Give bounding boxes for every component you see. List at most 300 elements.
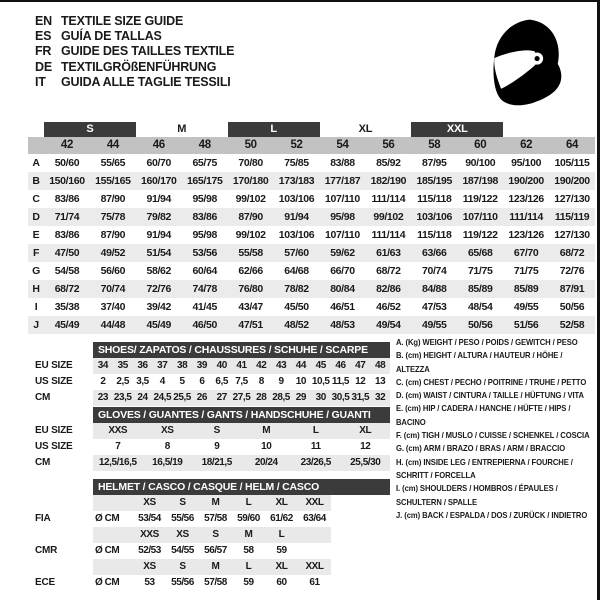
measure-cell: 71/75 (467, 265, 493, 277)
size-header-cell: 64 (565, 139, 579, 151)
measure-cell: 84/88 (422, 283, 447, 295)
helmet-size-cells (93, 559, 331, 575)
row-label (28, 527, 93, 543)
value-cell: 55/56 (171, 513, 194, 524)
measure-cell: 83/86 (192, 211, 217, 223)
measure-cell: 68/72 (559, 247, 585, 259)
measure-cell: 47/50 (54, 247, 80, 259)
value-cell: 61/62 (270, 513, 293, 524)
value-cell: 10 (295, 376, 306, 387)
size-group-xxl: XXL (411, 122, 503, 137)
legend-item: D. (cm) WAIST / CINTURA / TAILLE / HÜFTUNG / VITA (396, 390, 584, 401)
size-group-m: M (177, 123, 187, 135)
measure-cell: 105/115 (554, 157, 590, 169)
measure-cell: 50/56 (467, 319, 493, 331)
size-header-cell: 52 (290, 139, 303, 151)
legend-item: F. (cm) TIGH / MUSLO / CUISSE / SCHENKEL / COSCIA (396, 430, 590, 441)
value-cell: 7,5 (235, 376, 248, 387)
value-cell: 45 (315, 360, 326, 371)
measure-row-f (28, 244, 595, 262)
helmet-icon (486, 12, 568, 108)
measure-cell: 39/42 (146, 301, 172, 313)
measure-cell: 35/38 (54, 301, 80, 313)
size-label-cell: XL (275, 561, 288, 572)
measure-cell: 70/74 (422, 265, 447, 277)
gloves-cells (93, 455, 390, 471)
legend-item: G. (cm) ARM / BRAZO / BRAS / ARM / BRACCIO (396, 443, 566, 454)
measure-cell: 50/60 (54, 157, 80, 169)
measure-cell: 170/180 (232, 175, 269, 187)
value-cell: 32 (374, 392, 386, 403)
measure-cell: 76/80 (238, 283, 263, 295)
size-header-cell: 58 (428, 139, 441, 151)
measure-cell: 127/130 (554, 229, 590, 241)
textile-size-table (28, 122, 595, 334)
value-cell: 9 (214, 441, 220, 452)
value-cell: S (213, 425, 220, 436)
measure-cell: 71/74 (54, 211, 80, 223)
measure-cell: 182/190 (370, 175, 407, 187)
measure-cell: 60/64 (192, 265, 217, 277)
value-cell: 20/24 (254, 457, 278, 468)
size-header-cell: 54 (336, 139, 349, 151)
value-cell: 24,5 (153, 392, 172, 403)
gloves-cells (93, 423, 390, 439)
measure-cell: 99/102 (235, 229, 266, 241)
size-group-row (28, 122, 595, 137)
helmet-value-cells (93, 575, 331, 591)
row-letter: H (32, 283, 40, 295)
measure-cell: 190/200 (554, 175, 590, 187)
measure-cell: 54/58 (54, 265, 80, 277)
measure-cell: 190/200 (508, 175, 544, 187)
measure-cell: 47/51 (238, 319, 263, 331)
value-cell: 56/57 (204, 545, 227, 556)
value-cell (298, 543, 331, 559)
measure-cell: 43/47 (238, 301, 263, 313)
size-label-cell: S (179, 497, 186, 508)
size-label-cell: M (211, 561, 220, 572)
helmet-value-row-fia (28, 511, 390, 527)
helmet-title-bar: HELMET / CASCO / CASQUE / HELM / CASCO (93, 479, 390, 495)
measure-cell: 87/91 (559, 283, 585, 295)
measure-cell: 63/66 (422, 247, 447, 259)
value-cell: 38 (176, 360, 188, 371)
value-cell: 11 (310, 441, 321, 452)
measure-cell: 155/165 (95, 175, 131, 187)
measure-cell: 123/126 (508, 229, 544, 241)
measure-cell: 46/52 (376, 301, 401, 313)
value-cell: 28,5 (272, 392, 290, 403)
shoes-table (28, 342, 390, 406)
measure-cell: 119/122 (462, 229, 498, 241)
measure-cell: 185/195 (416, 175, 453, 187)
measure-cell: 61/63 (376, 247, 401, 259)
value-cell: 59 (276, 545, 287, 556)
measure-cell: 80/84 (330, 283, 355, 295)
measure-cell: 52/58 (559, 319, 585, 331)
helmet-size-cells (93, 527, 331, 543)
size-label-cell: S (179, 561, 186, 572)
size-label-cell: L (278, 529, 285, 540)
size-header-cell: 42 (60, 139, 73, 151)
value-cell: 44 (295, 360, 306, 371)
value-cell: 48 (374, 360, 386, 371)
legend-item: J. (cm) BACK / ESPALDA / DOS / ZURÜCK / INDIETRO (396, 509, 588, 520)
measure-cell: 87/90 (100, 193, 126, 205)
value-cell: 57/58 (204, 513, 227, 524)
measure-cell: 59/62 (330, 247, 355, 259)
value-cell: M (262, 425, 271, 436)
helmet-value-cells (93, 511, 331, 527)
measure-cell: 49/55 (422, 319, 447, 331)
measure-cell: 60/70 (146, 157, 172, 169)
value-cell: 2 (100, 376, 106, 387)
measure-cell: 71/75 (513, 265, 539, 277)
size-label-cell: XL (275, 497, 288, 508)
measure-cell: 44/48 (100, 319, 126, 331)
measure-cell: 49/52 (100, 247, 126, 259)
size-table-body (28, 154, 595, 334)
measure-cell: 75/85 (284, 157, 309, 169)
value-cell: 55/56 (171, 577, 194, 588)
value-cell: 24 (137, 392, 148, 403)
legend-item: C. (cm) CHEST / PECHO / POITRINE / TRUHE / PETTO (396, 376, 587, 387)
measure-cell: 47/53 (422, 301, 447, 313)
value-cell: 13 (374, 376, 386, 387)
measure-cell: 119/122 (462, 193, 498, 205)
size-label-cell: XXL (305, 497, 324, 508)
measure-cell: 95/98 (192, 229, 217, 241)
value-cell: 52/53 (138, 545, 161, 556)
value-cell: 9 (278, 376, 284, 387)
row-label: EU SIZE (35, 425, 73, 436)
measure-cell: 123/126 (508, 193, 544, 205)
measure-cell: 83/86 (54, 229, 80, 241)
standard-label: ECE (35, 577, 55, 588)
measure-cell: 187/198 (462, 175, 498, 187)
measure-cell: 72/76 (559, 265, 585, 277)
measure-cell: 50/56 (559, 301, 585, 313)
value-cell: 25,5 (173, 392, 191, 403)
value-cell: 27 (216, 392, 227, 403)
value-cell: 28 (256, 392, 267, 403)
measure-row-b (28, 172, 595, 190)
measure-cell: 127/130 (554, 193, 590, 205)
measure-cell: 70/74 (100, 283, 126, 295)
helmet-size-row-fia (28, 495, 390, 511)
measure-cell: 111/114 (371, 229, 406, 241)
value-cell: 63/64 (303, 513, 326, 524)
language-code: DE (35, 59, 52, 74)
size-label-cell: S (212, 529, 219, 540)
size-header-cell: 62 (520, 139, 533, 151)
measure-cell: 45/50 (284, 301, 309, 313)
value-cell: 53/54 (138, 513, 161, 524)
size-header-cell: 56 (382, 139, 395, 151)
measure-cell: 85/89 (467, 283, 493, 295)
value-cell: 57/58 (204, 577, 227, 588)
value-cell: 23/26,5 (300, 457, 331, 468)
standard-label: FIA (35, 513, 51, 524)
row-label: US SIZE (35, 376, 73, 387)
value-cell: 60 (276, 577, 287, 588)
measure-row-d (28, 208, 595, 226)
standard-label: CMR (35, 545, 58, 556)
measure-cell: 45/49 (54, 319, 80, 331)
legend-item: A. (Kg) WEIGHT / PESO / POIDS / GEWITCH / PESO (396, 337, 578, 347)
measure-cell: 91/94 (284, 211, 309, 223)
helmet-size-table (28, 479, 390, 591)
row-label (28, 495, 93, 511)
value-cell: 59/60 (237, 513, 260, 524)
diameter-spacer (93, 527, 133, 543)
measure-row-g (28, 262, 595, 280)
language-row (35, 14, 234, 29)
measure-cell: 95/98 (330, 211, 355, 223)
measure-cell: 51/54 (146, 247, 172, 259)
measure-cell: 107/110 (462, 211, 498, 223)
size-label-cell: XXL (305, 561, 324, 572)
language-code: EN (35, 14, 52, 28)
value-cell: 35 (117, 360, 128, 371)
helmet-value-cells (93, 543, 331, 559)
measure-cell: 49/54 (376, 319, 401, 331)
measure-cell: 83/88 (330, 157, 355, 169)
guide-title: GUIDA ALLE TAGLIE TESSILI (61, 74, 231, 89)
measure-cell: 103/106 (278, 193, 315, 205)
measure-cell: 87/95 (422, 157, 447, 169)
measure-cell: 111/114 (509, 211, 543, 223)
shoes-cells (93, 390, 390, 406)
size-label-cell: XS (143, 561, 156, 572)
value-cell: 36 (137, 360, 148, 371)
measure-cell: 95/98 (192, 193, 217, 205)
measure-cell: 72/76 (146, 283, 172, 295)
measure-cell: 70/80 (238, 157, 263, 169)
size-group-spacer (503, 122, 549, 137)
helmet-value-row-ece (28, 575, 390, 591)
helmet-value-row-cmr (28, 543, 390, 559)
measure-cell: 85/89 (513, 283, 539, 295)
gloves-title-bar: GLOVES / GUANTES / GANTS / HANDSCHUHE / GUANTI (93, 407, 390, 423)
value-cell: 30 (315, 392, 326, 403)
measure-cell: 90/100 (465, 157, 496, 169)
measure-cell: 87/90 (238, 211, 263, 223)
guide-title: TEXTILE SIZE GUIDE (61, 14, 184, 28)
measure-cell: 55/65 (100, 157, 126, 169)
value-cell: L (312, 425, 319, 436)
measure-cell: 160/170 (141, 175, 177, 187)
value-cell: 7 (115, 441, 121, 452)
value-cell: 61 (309, 577, 320, 588)
size-label-cell: L (245, 561, 252, 572)
language-list (35, 14, 234, 90)
measure-cell: 99/102 (235, 193, 266, 205)
measurement-legend (396, 336, 596, 522)
measure-cell: 45/49 (146, 319, 172, 331)
value-cell: 12,5/16,5 (98, 457, 137, 468)
legend-item: I. (cm) SHOULDERS / HOMBROS / ÉPAULES / SCHULTERN / SPALLE (396, 483, 558, 507)
shoes-row (28, 390, 390, 406)
measure-row-i (28, 298, 595, 316)
measure-cell: 83/86 (54, 193, 80, 205)
size-group-spacer (28, 122, 44, 137)
value-cell: 47 (355, 360, 366, 371)
value-cell: 37 (157, 360, 168, 371)
diameter-label: Ø CM (95, 513, 120, 524)
value-cell: 40 (216, 360, 227, 371)
diameter-label: Ø CM (95, 577, 120, 588)
measure-cell: 49/55 (513, 301, 539, 313)
value-cell: 34 (97, 360, 109, 371)
measure-row-a (28, 154, 595, 172)
measure-cell: 46/51 (330, 301, 355, 313)
value-cell: 27,5 (232, 392, 251, 403)
size-label-cell: M (211, 497, 220, 508)
measure-cell: 48/52 (284, 319, 309, 331)
value-cell: 46 (335, 360, 346, 371)
shoes-row (28, 358, 390, 374)
measure-row-c (28, 190, 595, 208)
measure-row-h (28, 280, 595, 298)
size-label-cell (298, 527, 331, 543)
row-label (28, 559, 93, 575)
measure-cell: 165/175 (186, 175, 223, 187)
measure-cell: 87/90 (100, 229, 126, 241)
value-cell: 30,5 (331, 392, 350, 403)
value-cell: 43 (275, 360, 287, 371)
size-header-cell: 50 (244, 139, 257, 151)
size-header-cell: 44 (106, 139, 119, 151)
value-cell: 39 (196, 360, 207, 371)
measure-cell: 67/70 (513, 247, 539, 259)
diameter-label: Ø CM (95, 545, 120, 556)
gloves-table (28, 407, 390, 471)
measure-cell: 55/58 (238, 247, 263, 259)
measure-cell: 37/40 (100, 301, 126, 313)
value-cell: 54/55 (171, 545, 194, 556)
measure-cell: 48/54 (467, 301, 493, 313)
guide-title: GUIDE DES TAILLES TEXTILE (61, 44, 235, 59)
size-header-cell: 60 (474, 139, 487, 151)
row-label: CM (35, 457, 51, 468)
measure-cell: 68/72 (54, 283, 80, 295)
value-cell: 23 (97, 392, 109, 403)
value-cell: 42 (256, 360, 267, 371)
measure-cell: 66/70 (330, 265, 355, 277)
value-cell: 6 (199, 376, 205, 387)
size-header-cell: 46 (152, 139, 165, 151)
language-row (35, 29, 234, 44)
size-label-cell: XXS (140, 529, 159, 540)
measure-cell: 173/183 (278, 175, 315, 187)
measure-cell: 111/114 (371, 193, 406, 205)
measure-cell: 115/118 (417, 193, 452, 205)
value-cell: 41 (236, 360, 247, 371)
measure-cell: 58/62 (146, 265, 172, 277)
value-cell: 6,5 (215, 376, 228, 387)
row-label: US SIZE (35, 441, 73, 452)
value-cell: 2,5 (116, 376, 129, 387)
value-cell: 4 (159, 376, 165, 387)
row-letter: C (32, 193, 40, 205)
language-code: FR (35, 44, 52, 59)
value-cell: 53 (144, 577, 155, 588)
diameter-spacer (93, 559, 133, 575)
measure-cell: 46/50 (192, 319, 217, 331)
value-cell: 11,5 (331, 376, 350, 387)
row-letter: B (32, 175, 40, 187)
value-cell: 29 (295, 392, 306, 403)
value-cell: XL (359, 425, 372, 436)
value-cell: 3,5 (136, 376, 149, 387)
value-cell: XS (161, 425, 174, 436)
measure-cell: 115/119 (554, 211, 590, 223)
value-cell: 8 (258, 376, 264, 387)
measure-cell: 56/60 (100, 265, 126, 277)
helmet-size-row-cmr (28, 527, 390, 543)
measure-row-e (28, 226, 595, 244)
measure-cell: 64/68 (284, 265, 309, 277)
measure-cell: 41/45 (192, 301, 217, 313)
value-cell: 10,5 (311, 376, 330, 387)
measure-cell: 68/72 (376, 265, 401, 277)
value-cell: 59 (243, 577, 254, 588)
measure-cell: 91/94 (146, 229, 172, 241)
size-group-s: S (44, 122, 136, 137)
size-label-cell: L (245, 497, 252, 508)
value-cell: 16,5/19 (152, 457, 183, 468)
row-letter: E (32, 229, 40, 241)
value-cell: 12 (360, 441, 371, 452)
size-label-cell: M (244, 529, 253, 540)
measure-cell: 99/102 (373, 211, 404, 223)
gloves-row (28, 439, 390, 455)
measure-row-j (28, 316, 595, 334)
measure-cell: 107/110 (324, 229, 360, 241)
size-header-row (28, 137, 595, 154)
language-code: IT (35, 74, 46, 89)
gloves-cells (93, 439, 390, 455)
value-cell: 31,5 (351, 392, 370, 403)
row-letter: J (33, 319, 39, 331)
legend-item: H. (cm) INSIDE LEG / ENTREPIERNA / FOURCHE / SCHRITT / FORCELLA (396, 456, 573, 480)
value-cell: 25,5/30 (350, 457, 381, 468)
row-label: CM (35, 392, 51, 403)
measure-cell: 75/78 (100, 211, 126, 223)
measure-cell: 79/82 (146, 211, 172, 223)
measure-cell: 78/82 (284, 283, 309, 295)
row-letter: A (32, 157, 40, 169)
measure-cell: 51/56 (513, 319, 539, 331)
size-header-cell: 48 (198, 139, 211, 151)
size-label-cell: XS (176, 529, 189, 540)
value-cell: 18/21,5 (201, 457, 232, 468)
gloves-row (28, 423, 390, 439)
value-cell: 12 (355, 376, 366, 387)
measure-cell: 74/78 (192, 283, 217, 295)
measure-cell: 65/68 (467, 247, 493, 259)
value-cell: 8 (164, 441, 170, 452)
guide-title: TEXTILGRÖßENFÜHRUNG (61, 59, 217, 74)
measure-cell: 85/92 (376, 157, 401, 169)
measure-cell: 95/100 (511, 157, 542, 169)
row-letter: I (34, 301, 38, 313)
row-letter: F (32, 247, 40, 259)
measure-cell: 103/106 (278, 229, 315, 241)
diameter-spacer (93, 495, 133, 511)
